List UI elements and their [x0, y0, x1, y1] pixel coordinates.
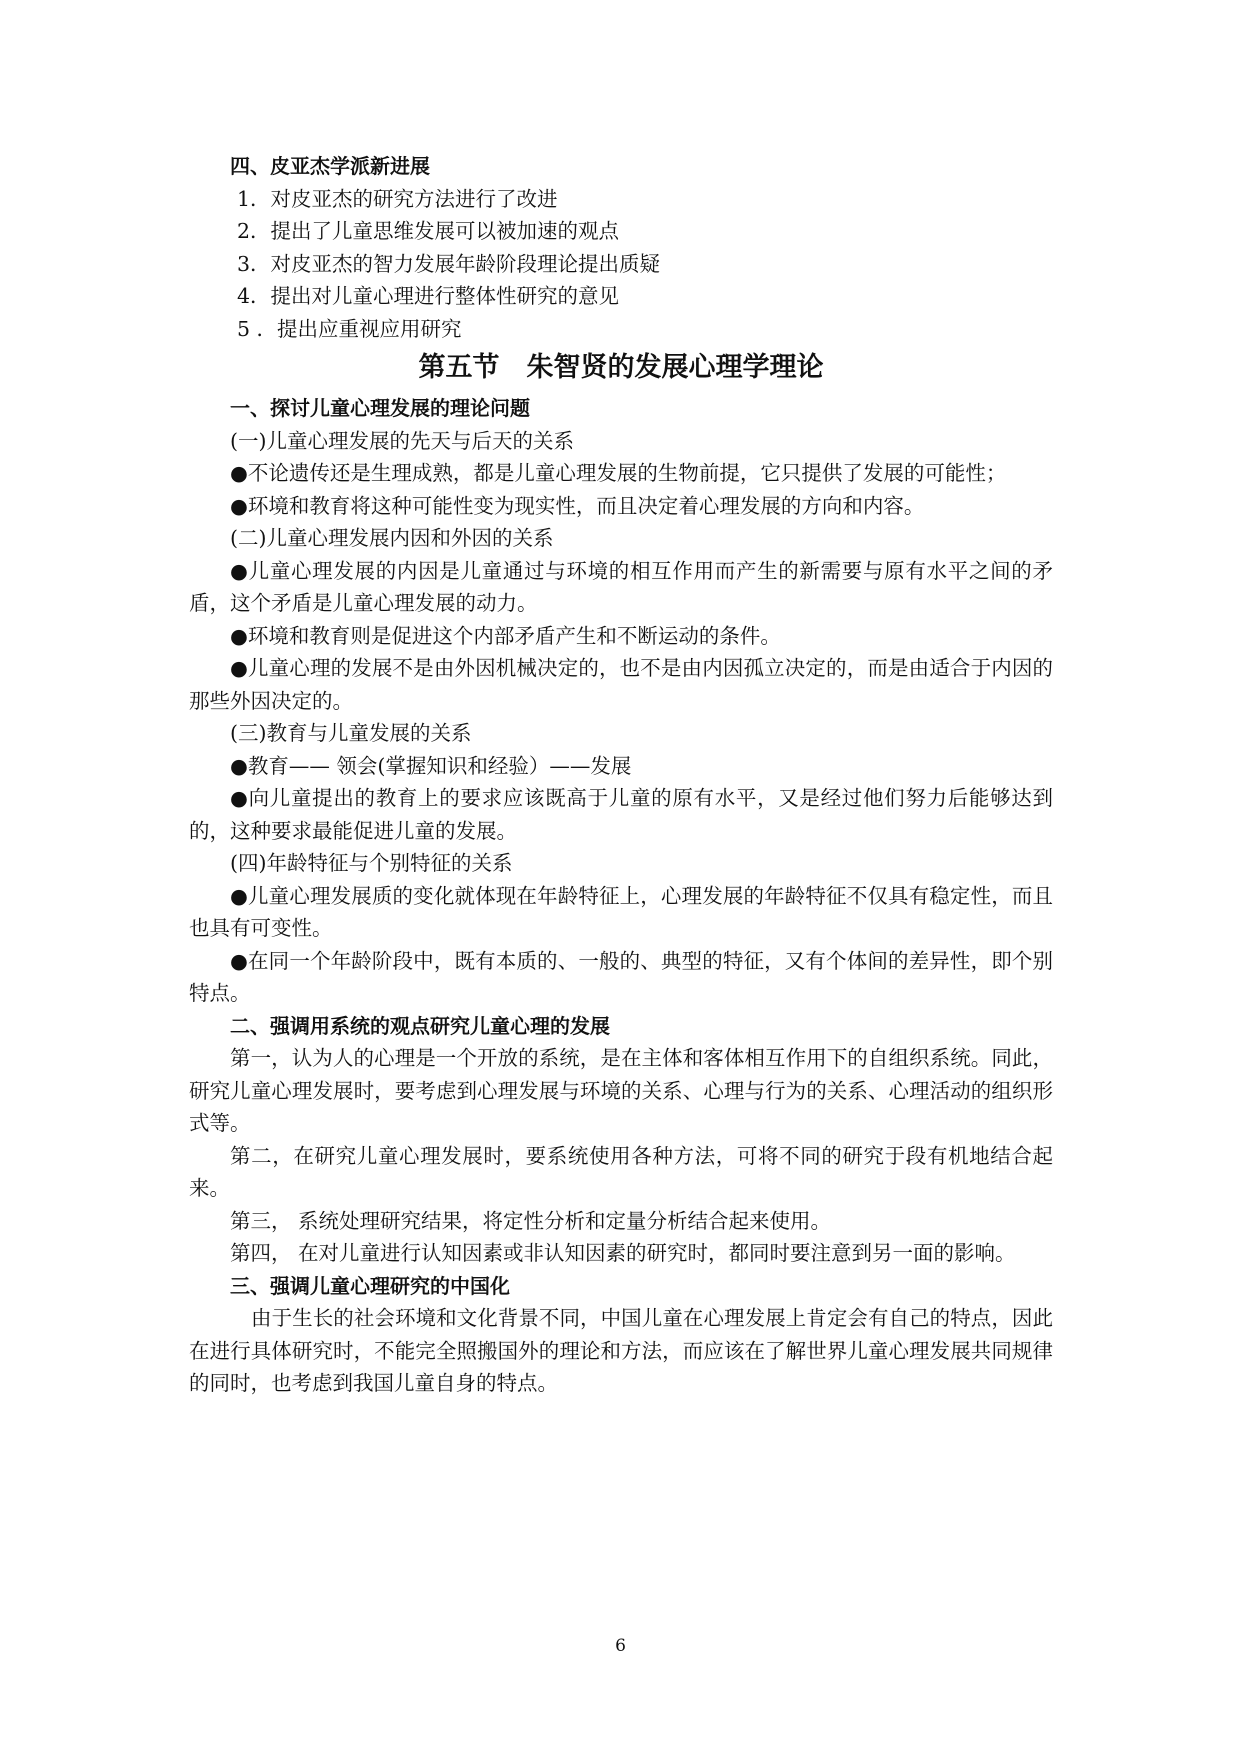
- paragraph: 第三， 系统处理研究结果，将定性分析和定量分析结合起来使用。: [230, 1208, 832, 1233]
- paragraph: 第二，在研究儿童心理发展时，要系统使用各种方法，可将不同的研究于段有机地结合起来。: [189, 1143, 1053, 1200]
- paragraph: 由于生长的社会环境和文化背景不同，中国儿童在心理发展上肯定会有自己的特点，因此在进行具体研究时，不能完全照搬国外的理论和方法，而应该在了解世界儿童心理发展共同规律的同时，也考虑到我国儿童自身的特点。: [189, 1306, 1053, 1395]
- list-item: 3．对皮亚杰的智力发展年龄阶段理论提出质疑: [237, 251, 661, 276]
- subheading: (一)儿童心理发展的先天与后天的关系: [230, 428, 574, 453]
- bullet-paragraph: ●在同一个年龄阶段中，既有本质的、一般的、典型的特征，又有个体间的差异性，即个别特点。: [189, 948, 1053, 1005]
- paragraph: 第四， 在对儿童进行认知因素或非认知因素的研究时，都同时要注意到另一面的影响。: [230, 1241, 1016, 1265]
- list-item: 4．提出对儿童心理进行整体性研究的意见: [237, 284, 620, 308]
- heading-piaget-school: 四、皮亚杰学派新进展: [230, 154, 430, 178]
- subheading: (三)教育与儿童发展的关系: [230, 721, 472, 745]
- bullet-paragraph: ●不论遗传还是生理成熟，都是儿童心理发展的生物前提，它只提供了发展的可能性；: [230, 461, 1007, 485]
- subheading: (四)年龄特征与个别特征的关系: [230, 851, 513, 875]
- bullet-paragraph: ●儿童心理发展的内因是儿童通过与环境的相互作用而产生的新需要与原有水平之间的矛盾，这个矛盾是儿童心理发展的动力。: [189, 558, 1053, 615]
- list-item: 2．提出了儿童思维发展可以被加速的观点: [237, 219, 620, 243]
- heading-part2: 二、强调用系统的观点研究儿童心理的发展: [230, 1013, 610, 1038]
- bullet-paragraph: ●教育—— 领会(掌握知识和经验）——发展: [230, 753, 632, 778]
- paragraph: 第一，认为人的心理是一个开放的系统，是在主体和客体相互作用下的自组织系统。同此，研究儿童心理发展时，要考虑到心理发展与环境的关系、心理与行为的关系、心理活动的组织形式等。: [189, 1046, 1053, 1135]
- page-number: 6: [615, 1636, 626, 1656]
- document-page: [189, 150, 1053, 1400]
- bullet-paragraph: ●向儿童提出的教育上的要求应该既高于儿童的原有水平，又是经过他们努力后能够达到的，这种要求最能促进儿童的发展。: [189, 786, 1053, 843]
- list-item: 1．对皮亚杰的研究方法进行了改进: [237, 186, 558, 211]
- bullet-paragraph: ●环境和教育将这种可能性变为现实性，而且决定着心理发展的方向和内容。: [230, 493, 925, 518]
- bullet-paragraph: ●儿童心理发展质的变化就体现在年龄特征上，心理发展的年龄特征不仅具有稳定性，而且也具有可变性。: [189, 883, 1053, 940]
- bullet-paragraph: ●儿童心理的发展不是由外因机械决定的，也不是由内因孤立决定的，而是由适合于内因的那些外因决定的。: [189, 656, 1053, 713]
- bullet-paragraph: ●环境和教育则是促进这个内部矛盾产生和不断运动的条件。: [230, 623, 781, 648]
- heading-part1: 一、探讨儿童心理发展的理论问题: [230, 396, 530, 420]
- subheading: (二)儿童心理发展内因和外因的关系: [230, 526, 554, 550]
- section-title: 第五节 朱智贤的发展心理学理论: [418, 352, 824, 383]
- list-item: 5 ．提出应重视应用研究: [237, 316, 462, 341]
- heading-part3: 三、强调儿童心理研究的中国化: [230, 1273, 510, 1298]
